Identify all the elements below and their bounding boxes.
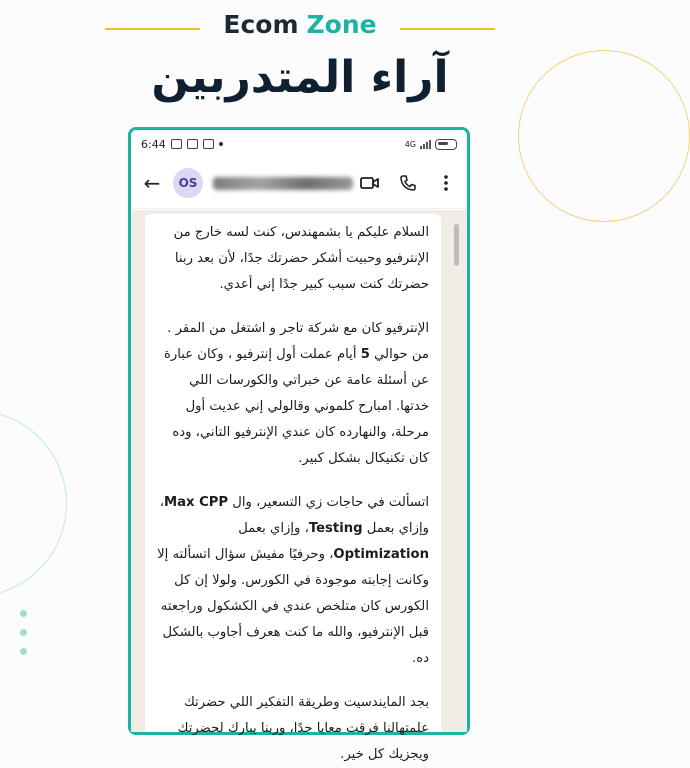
decorative-dots: [20, 610, 27, 655]
voice-call-icon[interactable]: [399, 174, 417, 192]
back-arrow-icon[interactable]: ←: [143, 171, 161, 195]
phone-screenshot-frame: [128, 127, 470, 762]
status-bar: [131, 130, 467, 158]
avatar[interactable]: OS: [173, 168, 203, 198]
location-icon: [203, 139, 214, 149]
message-paragraph-3: اتسألت في حاجات زي التسعير، وال Max CPP، وإزاي بعمل Testing، وإزاي بعمل Optimization، وحرفيًا مفيش سؤال اتسألته إلا وكانت إجابته موجودة في الكورس. ولولا إن كل الكورس كان متلخص عندي في الكشكول وراجعته قبل الإنترفيو، والله ما كنت هعرف أجاوب بالشكل ده.: [157, 495, 429, 666]
brand-accent: Zone: [306, 10, 377, 39]
message-paragraph-2: الإنترفيو كان مع شركة تاجر و اشتغل من المقر . من حوالي 5 أيام عملت أول إنترفيو ، وكان عبارة عن أسئلة عامة عن خبراتي والكورسات اللي خدتها. امبارح كلموني وقالولي إني عديت أول مرحلة، والنهارده كان عندي الإنترفيو التاني، وده كان تكنيكال بشكل كبير.: [163, 321, 429, 466]
gmail-icon: [187, 139, 198, 149]
brand-line-right: [400, 28, 495, 30]
video-call-icon[interactable]: [361, 174, 379, 192]
decorative-arc-left: [0, 410, 67, 597]
chat-app-bar: [131, 158, 467, 209]
message-paragraph-1: السلام عليكم يا بشمهندس، كنت لسه خارج من الإنترفيو وحبيت أشكر حضرتك جدًا، لأن بعد ربنا حضرتك كنت سبب كبير جدًا إني أعدي.: [173, 225, 429, 292]
more-options-icon[interactable]: [437, 174, 455, 192]
screenshot-icon: [171, 139, 182, 149]
brand-name: Ecom: [223, 10, 299, 39]
page-title: آراء المتدربين: [151, 52, 449, 103]
notification-dot-icon: [219, 142, 223, 146]
brand-header: [0, 6, 600, 46]
message-bubble[interactable]: [145, 214, 441, 762]
chat-area[interactable]: [131, 210, 467, 762]
status-time: 6:44: [141, 137, 166, 151]
network-type: 4G: [404, 139, 416, 149]
signal-icon: [420, 140, 431, 149]
brand-logo: [0, 10, 600, 39]
contact-name-blurred[interactable]: [213, 177, 353, 190]
message-paragraph-4: بجد المايندسيت وطريقة التفكير اللي حضرتك علمتهالنا فرقت معايا جدًا، وربنا يبارك لحضرتك ويجزيك كل خير.: [177, 695, 429, 762]
scrollbar[interactable]: [454, 224, 459, 266]
battery-icon: [435, 139, 457, 150]
